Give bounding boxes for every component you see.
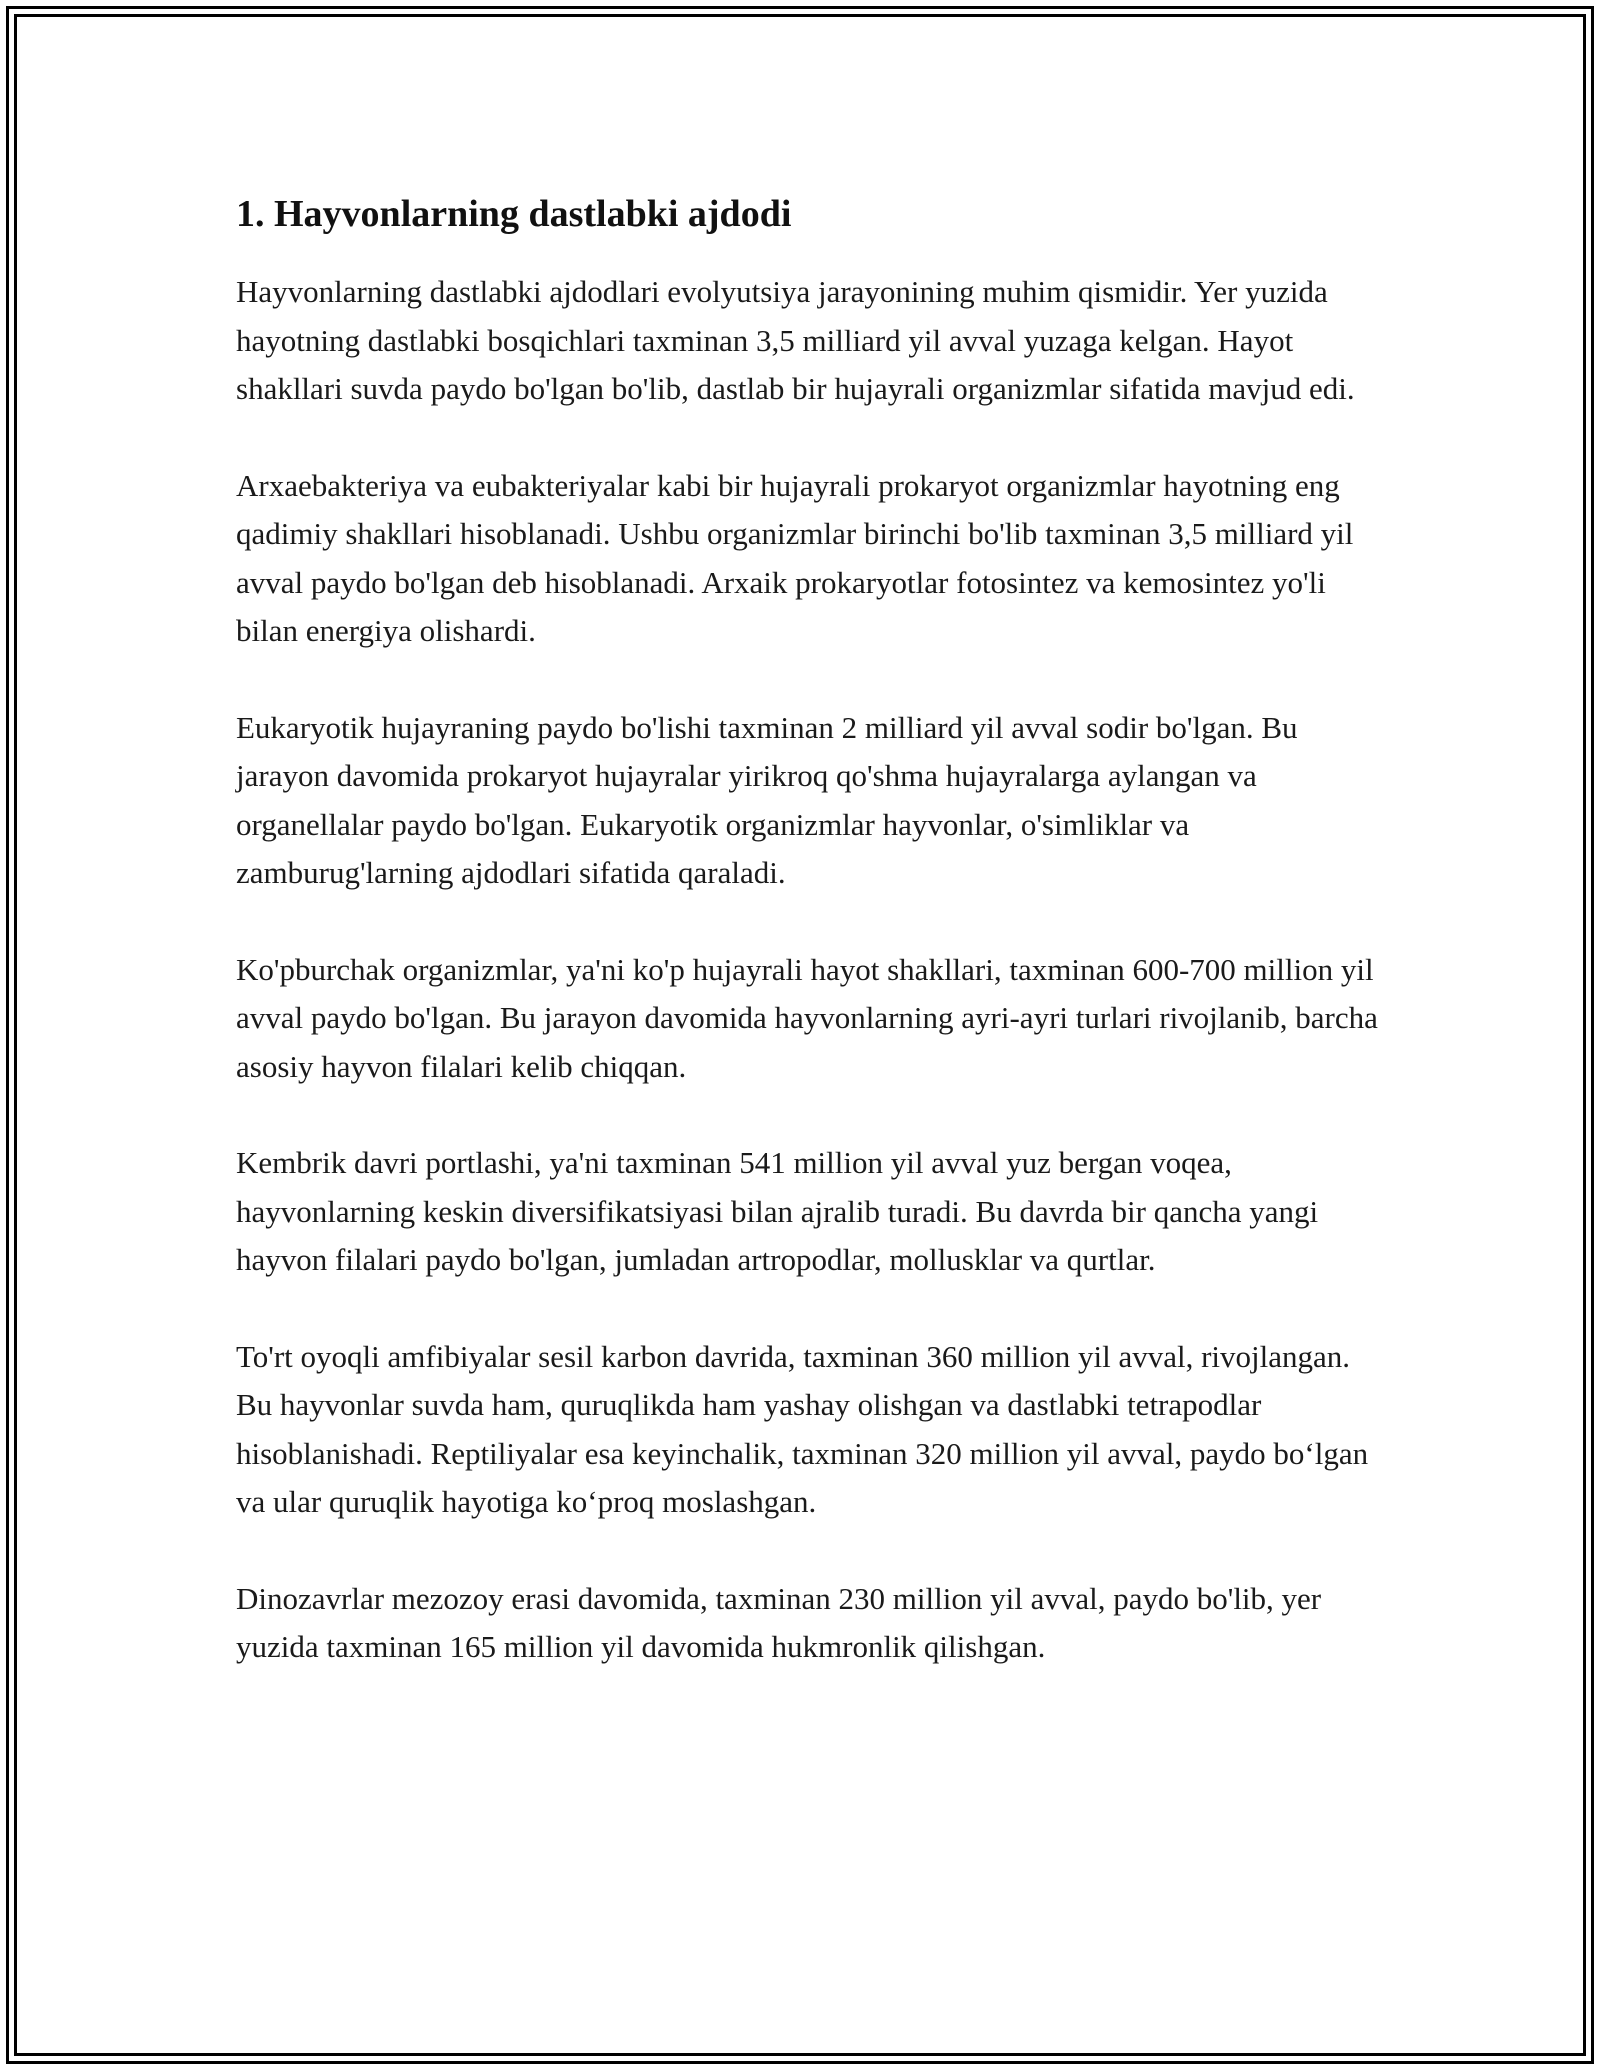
paragraph-eukaryotes: Eukaryotik hujayraning paydo bo'lishi taxminan 2 milliard yil avval sodir bo'lgan. Bu jarayon davomida prokaryot hujayralar yirikroq qo'shma hujayralarga aylangan va organellalar paydo bo'lgan. Eukaryotik organizmlar hayvonlar, o'simliklar va zamburug'larning ajdodlari sifatida qaraladi.	[236, 709, 1298, 890]
paragraph-earliest-ancestors: Hayvonlarning dastlabki ajdodlari evolyutsiya jarayonining muhim qismidir. Yer yuzida hayotning dastlabki bosqichlari taxminan 3,5 milliard yil avval yuzaga kelgan. Hayot shakllari suvda paydo bo'lgan bo'lib, dastlab bir hujayrali organizmlar sifatida mavjud edi.	[236, 274, 1355, 406]
paragraph-multicellular: Ko'pburchak organizmlar, ya'ni ko'p hujayrali hayot shakllari, taxminan 600-700 million yil avval paydo bo'lgan. Bu jarayon davomida hayvonlarning ayri-ayri turlari rivojlanib, barcha asosiy hayvon filalari kelib chiqqan.	[236, 951, 1378, 1084]
paragraph-cambrian-explosion: Kembrik davri portlashi, ya'ni taxminan 541 million yil avval yuz bergan voqea, hayvonlarning keskin diversifikatsiyasi bilan ajralib turadi. Bu davrda bir qancha yangi hayvon filalari paydo bo'lgan, jumladan artropodlar, mollusklar va qurtlar.	[236, 1145, 1319, 1277]
paragraph-prokaryotes: Arxaebakteriya va eubakteriyalar kabi bir hujayrali prokaryot organizmlar hayotning eng qadimiy shakllari hisoblanadi. Ushbu organizmlar birinchi bo'lib taxminan 3,5 milliard yil avval paydo bo'lgan deb hisoblanadi. Arxaik prokaryotlar fotosintez va kemosintez yo'li bilan energiya olishardi.	[236, 467, 1354, 648]
document-body	[236, 188, 1386, 1720]
paragraph-amphibians-reptiles: To'rt oyoqli amfibiyalar sesil karbon davrida, taxminan 360 million yil avval, rivojlangan. Bu hayvonlar suvda ham, quruqlikda ham yashay olishgan va dastlabki tetrapodlar hisoblanishadi. Reptiliyalar esa keyinchalik, taxminan 320 million yil avval, paydo bo‘lgan va ular quruqlik hayotiga ko‘proq moslashgan.	[236, 1338, 1369, 1519]
paragraph-dinosaurs: Dinozavrlar mezozoy erasi davomida, taxminan 230 million yil avval, paydo bo'lib, yer yuzida taxminan 165 million yil davomida hukmronlik qilishgan.	[236, 1580, 1322, 1664]
section-title: 1. Hayvonlarning dastlabki ajdodi	[236, 193, 792, 235]
